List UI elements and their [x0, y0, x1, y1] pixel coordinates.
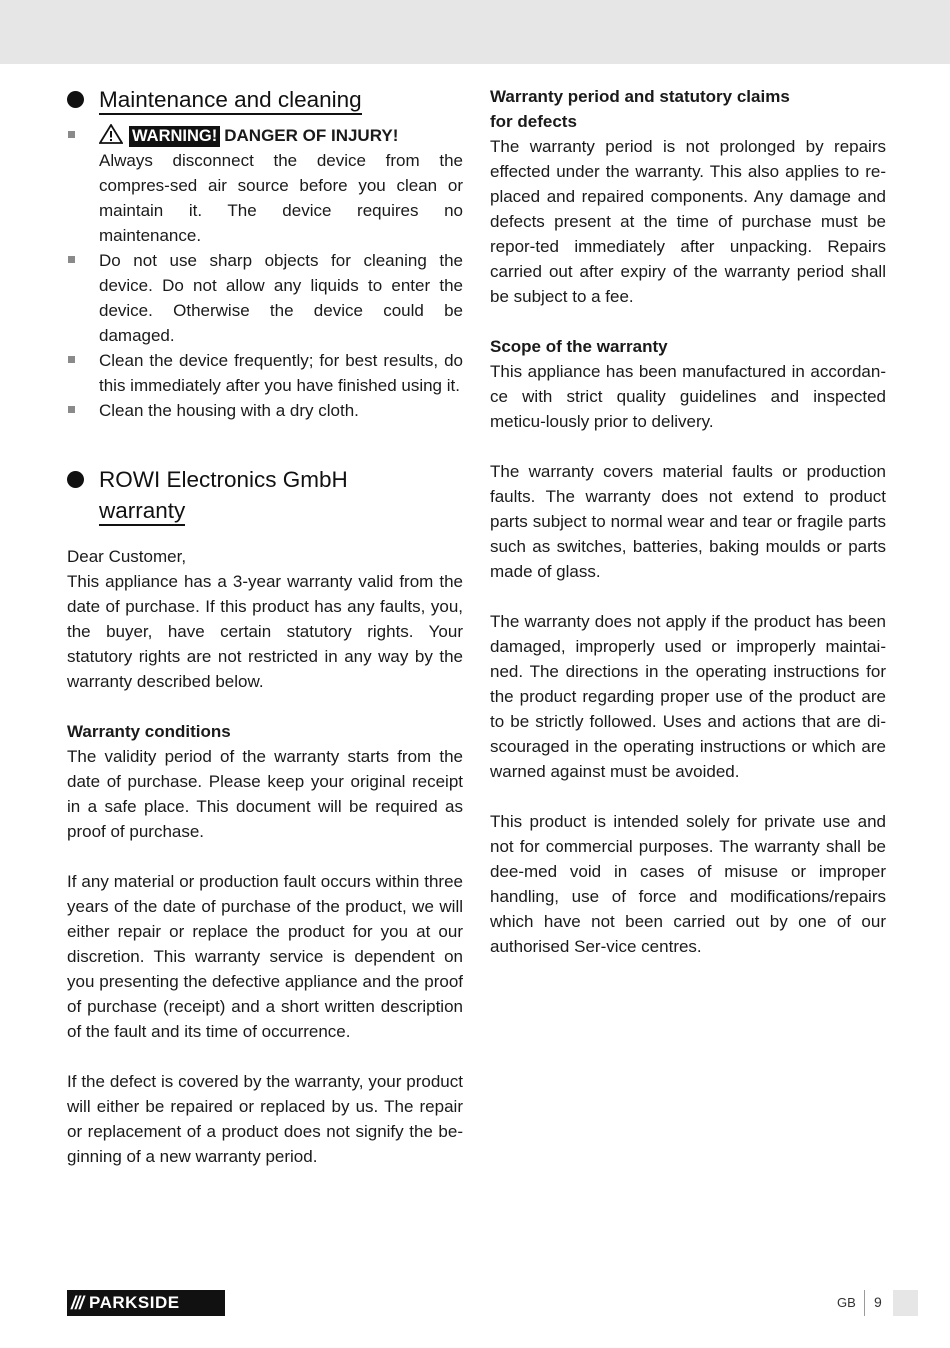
maintenance-list — [67, 123, 463, 423]
parkside-logo — [67, 1290, 225, 1316]
left-column — [67, 84, 463, 1169]
warning-triangle-icon — [99, 124, 123, 144]
scope-heading: Scope of the warranty — [490, 337, 668, 356]
warning-badge: WARNING! — [129, 126, 220, 147]
scope-paragraph: This appliance has been manufactured in accordan-ce with strict quality guidelines and inspected meticu-lously prior to delivery. — [490, 362, 886, 431]
header-band — [0, 0, 950, 64]
list-item — [67, 123, 463, 248]
maintenance-heading: Maintenance and cleaning — [67, 84, 463, 115]
warning-line — [99, 123, 463, 148]
scope-paragraph: This product is intended solely for private use and not for commercial purposes. The warranty shall be dee-med void in cases of misuse or improper handling, use of force and modifications/repairs which have not been carried out by one of our authorised Ser-vice centres. — [490, 812, 886, 956]
bullet-dot-icon — [67, 471, 84, 488]
list-item: Clean the device frequently; for best results, do this immediately after you have finished using it. — [67, 348, 463, 398]
logo-text: PARKSIDE — [89, 1293, 180, 1312]
logo-slashes: /// — [71, 1292, 84, 1313]
conditions-heading: Warranty conditions — [67, 722, 231, 741]
page-tab-marker — [893, 1290, 918, 1316]
period-paragraph: The warranty period is not prolonged by repairs effected under the warranty. This also applies to re-placed and repaired components. Any damage and defects present at the time of purchase must be repor-ted immediately after unpacking. Repairs carried out after expiry of the warranty period shall be subject to a fee. — [490, 137, 886, 306]
warning-text: Always disconnect the device from the compres-sed air source before you clean or maintain it. The device requires no maintenance. — [99, 151, 463, 245]
scope-paragraph: The warranty covers material faults or production faults. The warranty does not extend to product parts subject to normal wear and tear or fragile parts such as switches, batteries, baking moulds or parts made of glass. — [490, 462, 886, 581]
square-bullet-icon — [68, 356, 75, 363]
warranty-intro: This appliance has a 3-year warranty valid from the date of purchase. If this product has any faults, you, the buyer, have certain statutory rights. Your statutory rights are not restricted in any way by the warranty described below. — [67, 572, 463, 691]
conditions-paragraph: The validity period of the warranty starts from the date of purchase. Please keep your original receipt in a safe place. This document will be required as proof of purchase. — [67, 747, 463, 841]
right-column — [490, 84, 886, 959]
list-item: Clean the housing with a dry cloth. — [67, 398, 463, 423]
period-heading: Warranty period and statutory claims for defects — [490, 87, 790, 131]
footer-divider — [864, 1290, 865, 1316]
scope-paragraph: The warranty does not apply if the product has been damaged, improperly used or improperly maintai-ned. The directions in the operating instructions for the product regarding proper use of the product are to be strictly followed. Uses and actions that are di-scouraged in the operating instructions or which are warned against must be avoided. — [490, 612, 886, 781]
page-number: 9 — [874, 1294, 882, 1310]
greeting: Dear Customer, — [67, 547, 187, 566]
square-bullet-icon — [68, 256, 75, 263]
conditions-paragraph: If any material or production fault occurs within three years of the date of purchase of the product, we will either repair or replace the product for you at our discretion. This warranty service is dependent on you presenting the defective appliance and the proof of purchase (receipt) and a short written description of the fault and its time of occurrence. — [67, 872, 463, 1041]
square-bullet-icon — [68, 131, 75, 138]
warning-title: DANGER OF INJURY! — [224, 126, 399, 145]
list-item: Do not use sharp objects for cleaning the device. Do not allow any liquids to enter the device. Otherwise the device could be damaged. — [67, 248, 463, 348]
warranty-heading: ROWI Electronics GmbH warranty — [67, 464, 463, 526]
conditions-paragraph: If the defect is covered by the warranty, your product will either be repaired or replaced by us. The repair or replacement of a product does not signify the be-ginning of a new warranty period. — [67, 1072, 463, 1166]
square-bullet-icon — [68, 406, 75, 413]
language-code: GB — [837, 1295, 856, 1310]
bullet-dot-icon — [67, 91, 84, 108]
